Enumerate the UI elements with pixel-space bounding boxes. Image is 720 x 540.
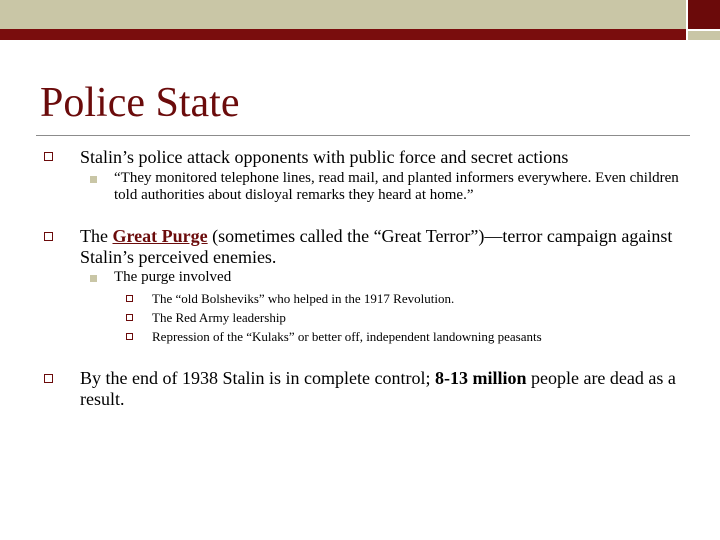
hollow-square-bullet-icon: [126, 314, 133, 321]
corner-square-dark: [688, 0, 720, 29]
death-toll: 8-13 million: [434, 368, 527, 388]
bullet-2-sub-1-item-3: Repression of the “Kulaks” or better off, independent landowning peasants: [152, 329, 542, 344]
bullet-2-suffix: (sometimes called the “Great Terror”)—terror campaign against Stalin’s perceived enemies.: [80, 226, 673, 267]
top-olive-band: [0, 0, 686, 29]
bullet-2-prefix: The: [80, 226, 113, 246]
hollow-square-bullet-icon: [44, 232, 53, 241]
hollow-square-bullet-icon: [126, 333, 133, 340]
hollow-square-bullet-icon: [44, 374, 53, 383]
bullet-2-sub-1-item-1: The “old Bolsheviks” who helped in the 1917 Revolution.: [152, 291, 455, 306]
bullet-3-suffix: people are dead as a result.: [80, 368, 676, 409]
great-purge-term: Great Purge: [112, 226, 208, 246]
bullet-1-sub-1-text: “They monitored telephone lines, read mail, and planted informers everywhere. Even children told authorities about disloyal remarks they heard at home.”: [114, 170, 679, 203]
title-divider: [36, 135, 690, 136]
bullet-2-sub-1-item-2: The Red Army leadership: [152, 310, 286, 325]
top-decoration-bar: [0, 0, 720, 40]
slide-title: Police State: [40, 80, 240, 126]
bullet-1-text: Stalin’s police attack opponents with public force and secret actions: [80, 147, 569, 167]
hollow-square-bullet-icon: [44, 152, 53, 161]
filled-square-bullet-icon: [90, 176, 97, 183]
hollow-square-bullet-icon: [126, 295, 133, 302]
bullet-2-text: [80, 226, 690, 268]
filled-square-bullet-icon: [90, 275, 97, 282]
corner-square-light: [688, 31, 720, 40]
bullet-3-prefix: By the end of 1938 Stalin is in complete control;: [80, 368, 435, 388]
bullet-3-text: [80, 368, 690, 410]
bullet-2-sub-1-text: The purge involved: [114, 269, 232, 285]
top-maroon-band: [0, 29, 686, 40]
